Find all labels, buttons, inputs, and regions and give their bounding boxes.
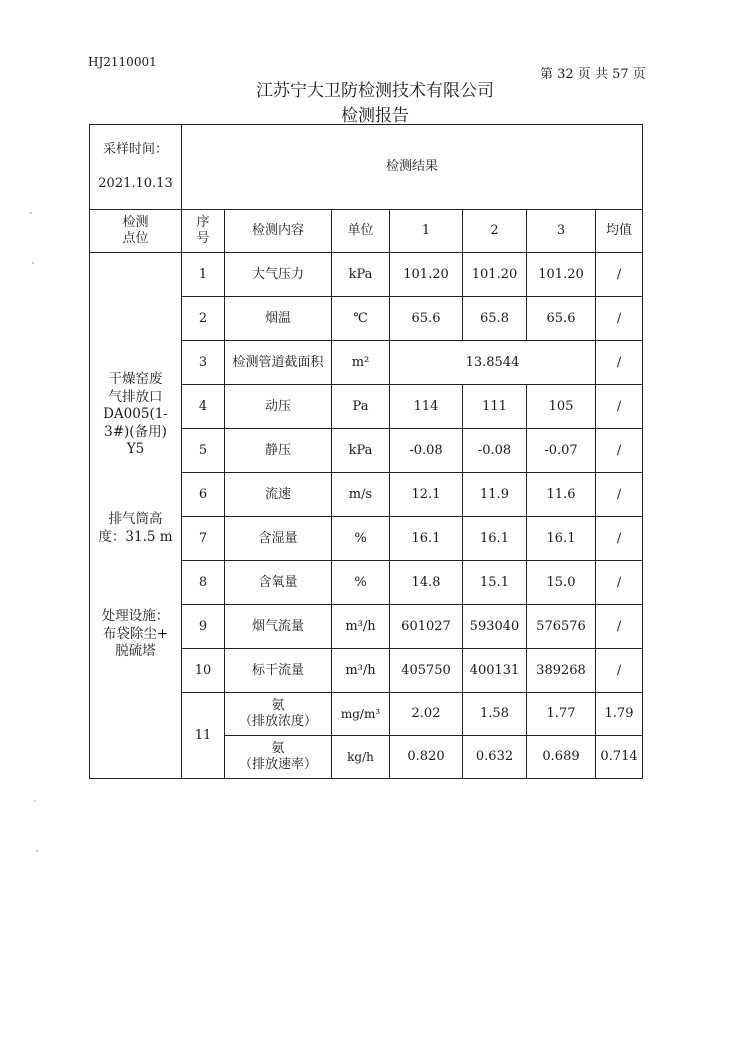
table-row-item: 标干流量 <box>225 649 332 693</box>
table-row-unit: m³/h <box>332 605 390 649</box>
table-row-r2: 65.8 <box>463 297 527 341</box>
scan-speck <box>30 212 32 214</box>
table-row-r2: 0.632 <box>463 736 527 779</box>
scan-speck <box>36 850 38 852</box>
table-row-item: 动压 <box>225 385 332 429</box>
table-row-item: 氨 （排放速率） <box>225 736 332 779</box>
col-location: 检测 点位 <box>90 210 182 253</box>
table-row-r1: 405750 <box>390 649 463 693</box>
table-row-unit: kPa <box>332 429 390 473</box>
table-row-unit: ℃ <box>332 297 390 341</box>
table-row-item: 检测管道截面积 <box>225 341 332 385</box>
table-row-item: 大气压力 <box>225 253 332 297</box>
table-row-item: 烟温 <box>225 297 332 341</box>
table-row-r1: -0.08 <box>390 429 463 473</box>
table-row-r1: 114 <box>390 385 463 429</box>
table-row-avg: / <box>596 517 643 561</box>
table-row-item: 静压 <box>225 429 332 473</box>
table-row-item: 氨 （排放浓度） <box>225 693 332 736</box>
company-name: 江苏宁大卫防检测技术有限公司 <box>256 81 494 101</box>
table-row-merged-value: 13.8544 <box>390 341 596 385</box>
table-row-avg: / <box>596 341 643 385</box>
table-row-seq: 2 <box>182 297 225 341</box>
table-row-r3: 389268 <box>527 649 596 693</box>
table-row-r1: 14.8 <box>390 561 463 605</box>
table-row-unit: m³/h <box>332 649 390 693</box>
table-row-avg: 0.714 <box>596 736 643 779</box>
table-row-r3: 16.1 <box>527 517 596 561</box>
table-row-r1: 65.6 <box>390 297 463 341</box>
table-row-r2: 11.9 <box>463 473 527 517</box>
table-row-avg: / <box>596 473 643 517</box>
table-row-avg: / <box>596 649 643 693</box>
table-row-seq: 10 <box>182 649 225 693</box>
table-row-seq: 9 <box>182 605 225 649</box>
table-row-avg: / <box>596 297 643 341</box>
table-row-r3: 105 <box>527 385 596 429</box>
table-row-r2: 593040 <box>463 605 527 649</box>
sampling-time-label: 采样时间： <box>102 141 168 157</box>
table-row-seq: 8 <box>182 561 225 605</box>
sampling-time-cell <box>90 125 182 210</box>
table-row-unit: mg/m³ <box>332 693 390 736</box>
table-row-r3: 65.6 <box>527 297 596 341</box>
table-row-r3: 101.20 <box>527 253 596 297</box>
table-row-avg: / <box>596 429 643 473</box>
treatment-facility: 处理设施： 布袋除尘+ 脱硫塔 <box>101 608 170 660</box>
table-row-r3: 576576 <box>527 605 596 649</box>
location-name: 干燥窑废 气排放口 DA005(1- 3#)(备用) Y5 <box>103 371 168 458</box>
table-row-r3: 11.6 <box>527 473 596 517</box>
results-table <box>89 124 643 779</box>
col-r1: 1 <box>390 210 463 253</box>
col-unit: 单位 <box>332 210 390 253</box>
table-row-r1: 16.1 <box>390 517 463 561</box>
table-row-seq: 5 <box>182 429 225 473</box>
table-row-r2: 400131 <box>463 649 527 693</box>
table-row-r1: 601027 <box>390 605 463 649</box>
scan-speck <box>32 262 34 264</box>
table-row-r1: 2.02 <box>390 693 463 736</box>
table-row-r3: 0.689 <box>527 736 596 779</box>
col-r3: 3 <box>527 210 596 253</box>
col-item: 检测内容 <box>225 210 332 253</box>
table-row-r2: 15.1 <box>463 561 527 605</box>
table-row-r1: 101.20 <box>390 253 463 297</box>
table-row-unit: % <box>332 561 390 605</box>
col-avg: 均值 <box>596 210 643 253</box>
col-r2: 2 <box>463 210 527 253</box>
document-code: HJ2110001 <box>88 55 157 69</box>
sampling-date: 2021.10.13 <box>98 175 173 191</box>
table-row-unit: m² <box>332 341 390 385</box>
table-row-seq: 7 <box>182 517 225 561</box>
table-row-avg: / <box>596 253 643 297</box>
location-cell <box>90 253 182 779</box>
table-row-seq: 11 <box>182 693 225 779</box>
table-row-avg: / <box>596 385 643 429</box>
table-row-r2: -0.08 <box>463 429 527 473</box>
table-row-unit: % <box>332 517 390 561</box>
table-row-r2: 16.1 <box>463 517 527 561</box>
table-row-item: 烟气流量 <box>225 605 332 649</box>
table-row-seq: 3 <box>182 341 225 385</box>
table-row-avg: / <box>596 561 643 605</box>
table-row-unit: m/s <box>332 473 390 517</box>
table-row-r2: 111 <box>463 385 527 429</box>
table-row-seq: 6 <box>182 473 225 517</box>
table-row-unit: kg/h <box>332 736 390 779</box>
table-row-avg: / <box>596 605 643 649</box>
table-row-r3: -0.07 <box>527 429 596 473</box>
table-row-item: 含湿量 <box>225 517 332 561</box>
report-title: 检测报告 <box>341 106 409 126</box>
table-row-item: 含氧量 <box>225 561 332 605</box>
page-number: 第 32 页 共 57 页 <box>540 67 646 82</box>
table-row-unit: kPa <box>332 253 390 297</box>
table-row-unit: Pa <box>332 385 390 429</box>
table-row-r2: 101.20 <box>463 253 527 297</box>
table-row-r1: 12.1 <box>390 473 463 517</box>
scan-speck <box>34 800 36 802</box>
table-row-seq: 1 <box>182 253 225 297</box>
col-seq: 序 号 <box>182 210 225 253</box>
table-row-r2: 1.58 <box>463 693 527 736</box>
table-row-avg: 1.79 <box>596 693 643 736</box>
results-header: 检测结果 <box>182 125 643 210</box>
table-row-r3: 15.0 <box>527 561 596 605</box>
table-row-item: 流速 <box>225 473 332 517</box>
table-row-r3: 1.77 <box>527 693 596 736</box>
table-row-seq: 4 <box>182 385 225 429</box>
stack-height: 排气筒高 度：31.5 m <box>98 510 173 545</box>
table-row-r1: 0.820 <box>390 736 463 779</box>
